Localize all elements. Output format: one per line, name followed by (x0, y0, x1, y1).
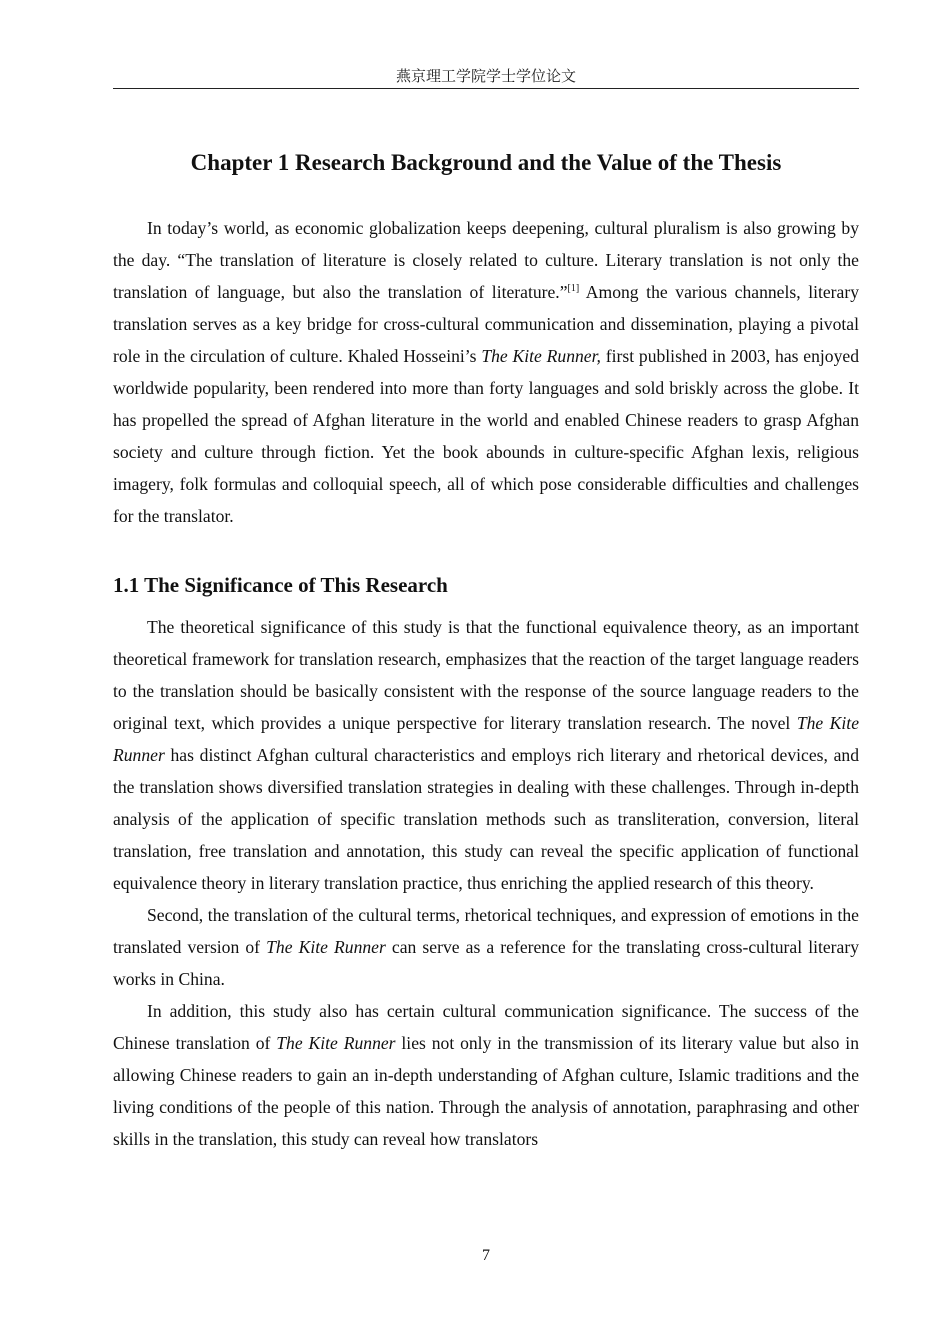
paragraph-text: In addition, this study also has certain cultural communication significance. The success of the Chinese translation of (113, 1001, 859, 1053)
paragraph-text: first published in 2003, has enjoyed worldwide popularity, been rendered into more than forty languages and sold briskly across the globe. It has propelled the spread of Afghan literature in the world and enabled Chinese readers to grasp Afghan society and culture through fiction. Yet the book abounds in culture-specific Afghan lexis, religious imagery, folk formulas and colloquial speech, all of which pose considerable difficulties and challenges for the translator. (113, 346, 860, 526)
paragraph-text: lies not only in the transmission of its literary value but also in allowing Chinese readers to gain an in-depth understanding of Afghan culture, Islamic traditions and the living conditions of the people of this nation. Through the analysis of annotation, paraphrasing and other skills in the translation, this study can reveal how translators (113, 1033, 859, 1149)
page-number: 7 (482, 1247, 490, 1264)
book-title: The Kite Runner (113, 713, 860, 765)
section-body (113, 611, 859, 1155)
paragraph-text: The theoretical significance of this study is that the functional equivalence theory, as an important theoretical framework for translation research, emphasizes that the reaction of the target language readers to the translation should be basically consistent with the response of the source language readers to the original text, which provides a unique perspective for literary translation research. The novel (113, 617, 859, 733)
paragraph-text: In today’s world, as economic globalization keeps deepening, cultural pluralism is also growing by the day. “The translation of literature is closely related to culture. Literary translation is not only the translation of language, but also the translation of literature.” (113, 218, 859, 302)
book-title: The Kite Runner (276, 1033, 396, 1053)
chapter-intro (113, 212, 859, 532)
chapter-title: Chapter 1 Research Background and the Value of the Thesis (190, 150, 782, 175)
header-rule (113, 88, 859, 89)
paragraph-text: Among the various channels, literary translation serves as a key bridge for cross-cultural communication and dissemination, playing a pivotal role in the circulation of culture. Khaled Hosseini’s (113, 282, 859, 366)
chapter-paragraph-1 (113, 212, 859, 532)
section-paragraph-3 (113, 995, 859, 1155)
citation-marker: [1] (567, 283, 580, 294)
book-title: The Kite Runner, (481, 346, 601, 366)
section-title: 1.1 The Significance of This Research (113, 573, 448, 597)
running-header: 燕京理工学院学士学位论文 (395, 67, 576, 85)
section-paragraph-2 (113, 899, 859, 995)
paragraph-text: can serve as a reference for the translating cross-cultural literary works in China. (113, 937, 859, 989)
book-title: The Kite Runner (266, 937, 386, 957)
section-paragraph-1 (113, 611, 859, 899)
paragraph-text: Second, the translation of the cultural terms, rhetorical techniques, and expression of emotions in the translated version of (113, 905, 859, 957)
paragraph-text: has distinct Afghan cultural characteristics and employs rich literary and rhetorical devices, and the translation shows diversified translation strategies in dealing with these challenges. Through in-depth analysis of the application of specific translation methods such as transliteration, conversion, literal translation, free translation and annotation, this study can reveal the specific application of functional equivalence theory in literary translation practice, thus enriching the applied research of this theory. (113, 745, 859, 893)
